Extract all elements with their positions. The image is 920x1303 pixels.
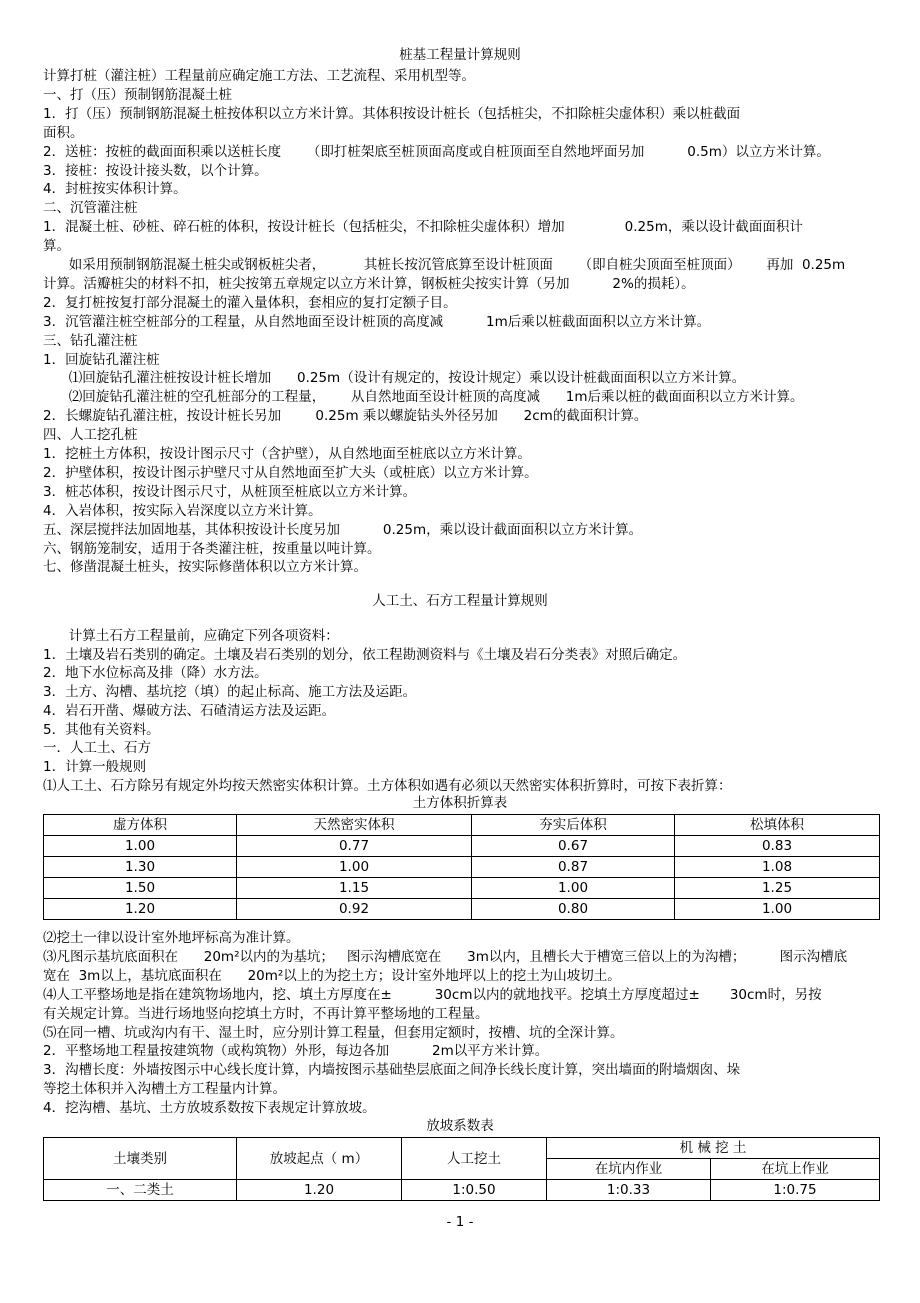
text-line: ⑵挖土一律以设计室外地坪标高为准计算。 xyxy=(43,930,300,946)
text-line: 3．沟槽长度：外墙按图示中心线长度计算，内墙按图示基础垫层底面之间净长线长度计算，突出墙面的附墙烟囱、垛 xyxy=(43,1062,741,1079)
text-line: ⑷人工平整场地是指在建筑物场地内，挖、填土方厚度在± 30cm以内的就地找平。挖填土方厚度超过± 30cm时，另按 xyxy=(43,986,822,1003)
text-line: 4．挖沟槽、基坑、土方放坡系数按下表规定计算放坡。 xyxy=(43,1100,376,1117)
text-line: 1．回旋钻孔灌注桩 xyxy=(43,351,160,368)
text-line: 1．打（压）预制钢筋混凝土桩按体积以立方米计算。其体积按设计桩长（包括桩尖，不扣除桩尖虚体积）乘以桩截面 xyxy=(43,105,741,122)
text-line: 4．封桩按实体积计算。 xyxy=(43,181,187,198)
header-slope-start: 放坡起点（ m） xyxy=(237,1138,402,1180)
table-cell: 0.87 xyxy=(472,857,675,878)
text-line: ⑴回旋钻孔灌注桩按设计桩长增加 0.25m（设计有规定的，按设计规定）乘以设计桩截面面积以立方米计算。 xyxy=(43,370,746,387)
table-cell: 1.30 xyxy=(44,857,237,878)
table-cell: 1:0.50 xyxy=(402,1180,547,1201)
table-cell: 1.00 xyxy=(675,899,880,920)
text-line: 1．挖桩土方体积，按设计图示尺寸（含护壁），从自然地面至桩底以立方米计算。 xyxy=(43,446,531,462)
table-row xyxy=(44,899,880,920)
text-line: 3．接桩：按设计接头数，以个计算。 xyxy=(43,162,268,179)
table-cell: 一、二类土 xyxy=(44,1180,237,1201)
text-line: 三、钻孔灌注桩 xyxy=(43,332,138,349)
table-title-slope: 放坡系数表 xyxy=(426,1118,494,1134)
text-line: 1．计算一般规则 xyxy=(43,758,147,775)
table-cell: 1.08 xyxy=(675,857,880,878)
text-line: 五、深层搅拌法加固地基，其体积按设计长度另加 0.25m，乘以设计截面面积以立方米计算。 xyxy=(43,521,643,538)
text-line: 2．护壁体积，按设计图示护壁尺寸从自然地面至扩大头（或桩底）以立方米计算。 xyxy=(43,464,538,481)
text-line: 计算。活瓣桩尖的材料不扣，桩尖按第五章规定以立方米计算，钢板桩尖按实计算（另加 2%的损耗）。 xyxy=(43,275,695,292)
text-line: 一．人工土、石方 xyxy=(43,740,151,757)
table-cell: 1.00 xyxy=(472,878,675,899)
text-line: 二、沉管灌注桩 xyxy=(43,200,138,217)
table-cell: 0.67 xyxy=(472,836,675,857)
table-cell: 0.83 xyxy=(675,836,880,857)
table-cell: 1.25 xyxy=(675,878,880,899)
text-line: 3．土方、沟槽、基坑挖（填）的起止标高、施工方法及运距。 xyxy=(43,684,417,701)
text-line: 计算土石方工程量前，应确定下列各项资料： xyxy=(43,628,339,644)
table-cell: 1.00 xyxy=(44,836,237,857)
text-line: 3．沉管灌注桩空桩部分的工程量，从自然地面至设计桩顶的高度减 1m后乘以桩截面面积以立方米计算。 xyxy=(43,313,711,330)
text-line: 2．地下水位标高及排（降）水方法。 xyxy=(43,665,268,682)
header-manual-dig: 人工挖土 xyxy=(402,1138,547,1180)
text-line: ⑸在同一槽、坑或沟内有干、湿土时，应分别计算工程量，但套用定额时，按槽、坑的全深计算。 xyxy=(43,1024,624,1041)
text-line: 2．复打桩按复打部分混凝土的灌入量体积，套相应的复打定额子目。 xyxy=(43,294,457,311)
header-machine-dig: 机 械 挖 土 xyxy=(547,1138,880,1159)
table-cell: 0.92 xyxy=(237,899,472,920)
text-line: 1．混凝土桩、砂桩、碎石桩的体积，按设计桩长（包括桩尖，不扣除桩尖虚体积）增加 0.25m，乘以设计截面面积计 xyxy=(43,219,803,236)
slope-coefficient-table xyxy=(43,1137,880,1201)
table-row xyxy=(44,857,880,878)
text-line: 六、钢筋笼制安，适用于各类灌注桩，按重量以吨计算。 xyxy=(43,540,381,557)
text-line: ⑵回旋钻孔灌注桩的空孔桩部分的工程量， 从自然地面至设计桩顶的高度减 1m后乘以桩的截面面积以立方米计算。 xyxy=(43,389,804,406)
table-title-volume: 土方体积折算表 xyxy=(412,795,508,811)
volume-conversion-table xyxy=(43,814,880,920)
text-line: 5．其他有关资料。 xyxy=(43,721,160,738)
text-line: 3．桩芯体积，按设计图示尺寸，从桩顶至桩底以立方米计算。 xyxy=(43,483,417,500)
text-line: 面积。 xyxy=(43,124,84,141)
header-in-pit: 在坑内作业 xyxy=(547,1159,711,1180)
table-cell: 1:0.33 xyxy=(547,1180,711,1201)
text-line: 算。 xyxy=(43,238,70,255)
text-line: 4．入岩体积，按实际入岩深度以立方米计算。 xyxy=(43,502,322,519)
table-cell: 0.80 xyxy=(472,899,675,920)
text-line: 七、修凿混凝土桩头，按实际修凿体积以立方米计算。 xyxy=(43,559,367,576)
text-line: ⑶凡图示基坑底面积在 20m²以内的为基坑； 图示沟槽底宽在 3m以内，且槽长大于槽宽三倍以上的为沟槽； 图示沟槽底 xyxy=(43,948,848,965)
text-line: ⑴人工土、石方除另有规定外均按天然密实体积计算。土方体积如遇有必须以天然密实体积折算时，可按下表折算： xyxy=(43,777,732,794)
table-cell: 1.20 xyxy=(237,1180,402,1201)
table-row xyxy=(44,878,880,899)
table-row xyxy=(44,1180,880,1201)
text-line: 2．送桩：按桩的截面面积乘以送桩长度 （即打桩架底至桩顶面高度或自桩顶面至自然地坪面另加 0.5m）以立方米计算。 xyxy=(43,143,830,160)
text-line: 一、打（压）预制钢筋混凝土桩 xyxy=(43,86,232,103)
text-line: 计算打桩（灌注桩）工程量前应确定施工方法、工艺流程、采用机型等。 xyxy=(43,68,475,84)
text-line: 2．平整场地工程量按建筑物（或构筑物）外形，每边各加 2m以平方米计算。 xyxy=(43,1043,549,1060)
table-cell: 1:0.75 xyxy=(711,1180,880,1201)
text-line: 四、人工挖孔桩 xyxy=(43,427,138,444)
table-cell: 1.20 xyxy=(44,899,237,920)
text-line: 4．岩石开凿、爆破方法、石碴清运方法及运距。 xyxy=(43,702,336,719)
text-line: 1．土壤及岩石类别的确定。土壤及岩石类别的划分，依工程勘测资料与《土壤及岩石分类表》对照后确定。 xyxy=(43,646,687,663)
table-header-cell: 天然密实体积 xyxy=(237,815,472,836)
section-title-pile: 桩基工程量计算规则 xyxy=(399,47,521,63)
table-cell: 1.50 xyxy=(44,878,237,899)
text-line: 如采用预制钢筋混凝土桩尖或钢板桩尖者， 其桩长按沉管底算至设计桩顶面 （即自桩尖顶面至桩顶面） 再加 0.25m xyxy=(43,257,846,273)
table-header-cell: 夯实后体积 xyxy=(472,815,675,836)
table-header-cell: 松填体积 xyxy=(675,815,880,836)
table-cell: 0.77 xyxy=(237,836,472,857)
header-soil-type: 土壤类别 xyxy=(44,1138,237,1180)
text-line: 宽在 3m以上，基坑底面积在 20m²以上的为挖土方；设计室外地坪以上的挖土为山坡切土。 xyxy=(43,967,621,984)
table-cell: 1.00 xyxy=(237,857,472,878)
text-line: 等挖土体积并入沟槽土方工程量内计算。 xyxy=(43,1081,286,1098)
text-line: 有关规定计算。当进行场地竖向挖填土方时，不再计算平整场地的工程量。 xyxy=(43,1005,489,1022)
section-title-earthwork: 人工土、石方工程量计算规则 xyxy=(372,593,548,609)
table-header-cell: 虚方体积 xyxy=(44,815,237,836)
table-row xyxy=(44,836,880,857)
text-line: 2．长螺旋钻孔灌注桩，按设计桩长另加 0.25m 乘以螺旋钻头外径另加 2cm的截面积计算。 xyxy=(43,408,648,425)
page-number: - 1 - xyxy=(446,1214,474,1230)
header-on-pit: 在坑上作业 xyxy=(711,1159,880,1180)
table-cell: 1.15 xyxy=(237,878,472,899)
